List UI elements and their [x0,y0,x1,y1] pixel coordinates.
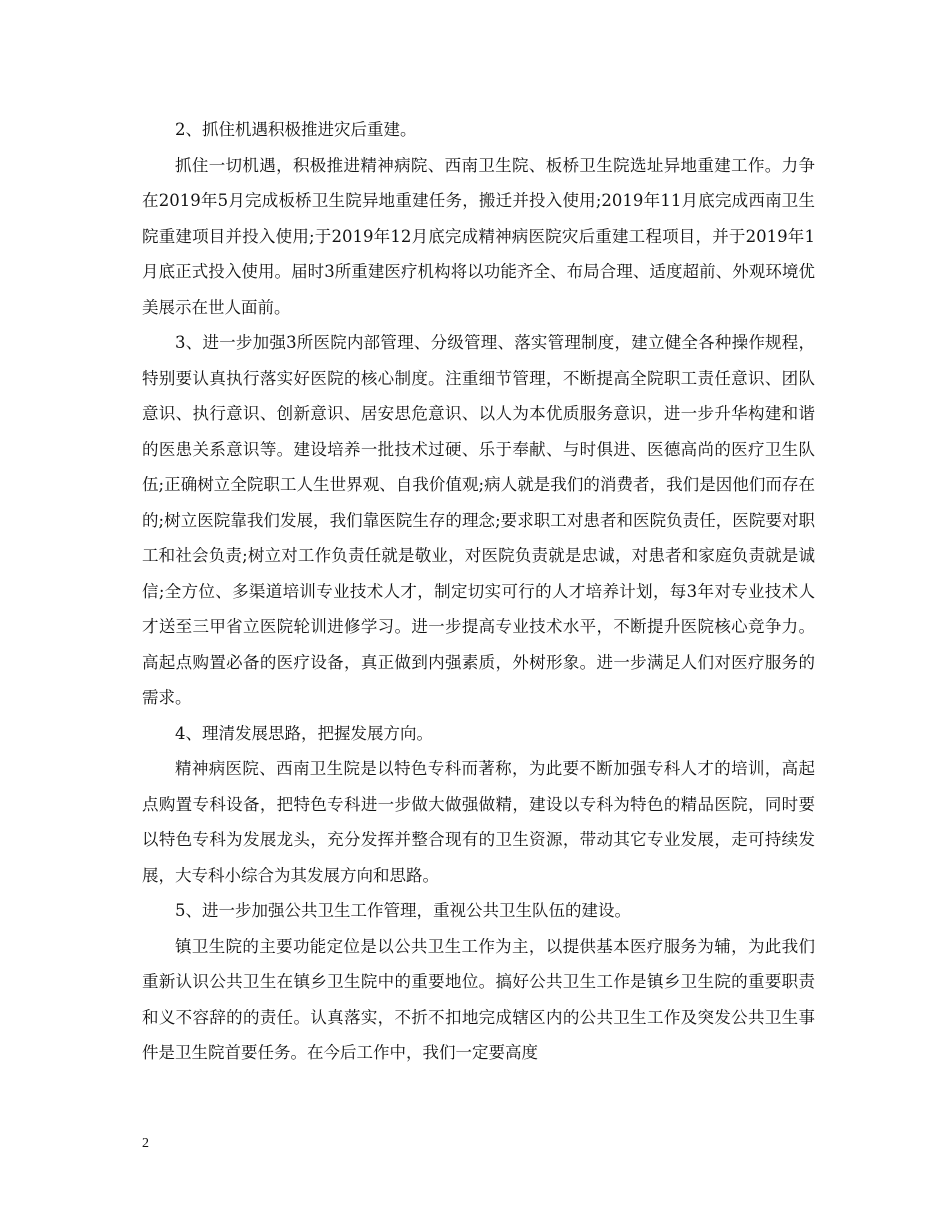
paragraph-internal-management: 3、进一步加强3所医院内部管理、分级管理、落实管理制度，建立健全各种操作规程，特别要认真执行落实好医院的核心制度。注重细节管理，不断提高全院职工责任意识、团队意识、执行意识、创新意识、居安思危意识、以人为本优质服务意识，进一步升华构建和谐的医患关系意识等。建设培养一批技术过硬、乐于奉献、与时俱进、医德高尚的医疗卫生队伍;正确树立全院职工人生世界观、自我价值观;病人就是我们的消费者，我们是因他们而存在的;树立医院靠我们发展，我们靠医院生存的理念;要求职工对患者和医院负责任，医院要对职工和社会负责;树立对工作负责任就是敬业，对医院负责就是忠诚，对患者和家庭负责就是诚信;全方位、多渠道培训专业技术人才，制定切实可行的人才培养计划，每3年对专业技术人才送至三甲省立医院轮训进修学习。进一步提高专业技术水平，不断提升医院核心竞争力。高起点购置必备的医疗设备，真正做到内强素质，外树形象。进一步满足人们对医疗服务的需求。 [142,333,815,707]
page-number: 2 [142,1136,149,1151]
paragraph-public-health: 镇卫生院的主要功能定位是以公共卫生工作为主，以提供基本医疗服务为辅，为此我们重新认识公共卫生在镇乡卫生院中的重要地位。搞好公共卫生工作是镇乡卫生院的重要职责和义不容辞的的责任。认真落实，不折不扣地完成辖区内的公共卫生工作及突发公共卫生事件是卫生院首要任务。在今后工作中，我们一定要高度 [142,936,815,1062]
section-heading-5: 5、进一步加强公共卫生工作管理，重视公共卫生队伍的建设。 [175,901,631,920]
section-heading-2: 2、抓住机遇积极推进灾后重建。 [175,120,417,139]
document-body [142,112,815,1071]
paragraph-development-direction: 精神病医院、西南卫生院是以特色专科而著称，为此要不断加强专科人才的培训，高起点购置专科设备，把特色专科进一步做大做强做精，建设以专科为特色的精品医院，同时要以特色专科为发展龙头，充分发挥并整合现有的卫生资源，带动其它专业发展，走可持续发展，大专科小综合为其发展方向和思路。 [142,759,815,885]
paragraph-reconstruction: 抓住一切机遇，积极推进精神病院、西南卫生院、板桥卫生院选址异地重建工作。力争在2019年5月完成板桥卫生院异地重建任务，搬迁并投入使用;2019年11月底完成西南卫生院重建项目并投入使用;于2019年12月底完成精神病医院灾后重建工程项目，并于2019年1月底正式投入使用。届时3所重建医疗机构将以功能齐全、布局合理、适度超前、外观环境优美展示在世人面前。 [142,155,815,317]
section-heading-4: 4、理清发展思路，把握发展方向。 [175,723,433,743]
